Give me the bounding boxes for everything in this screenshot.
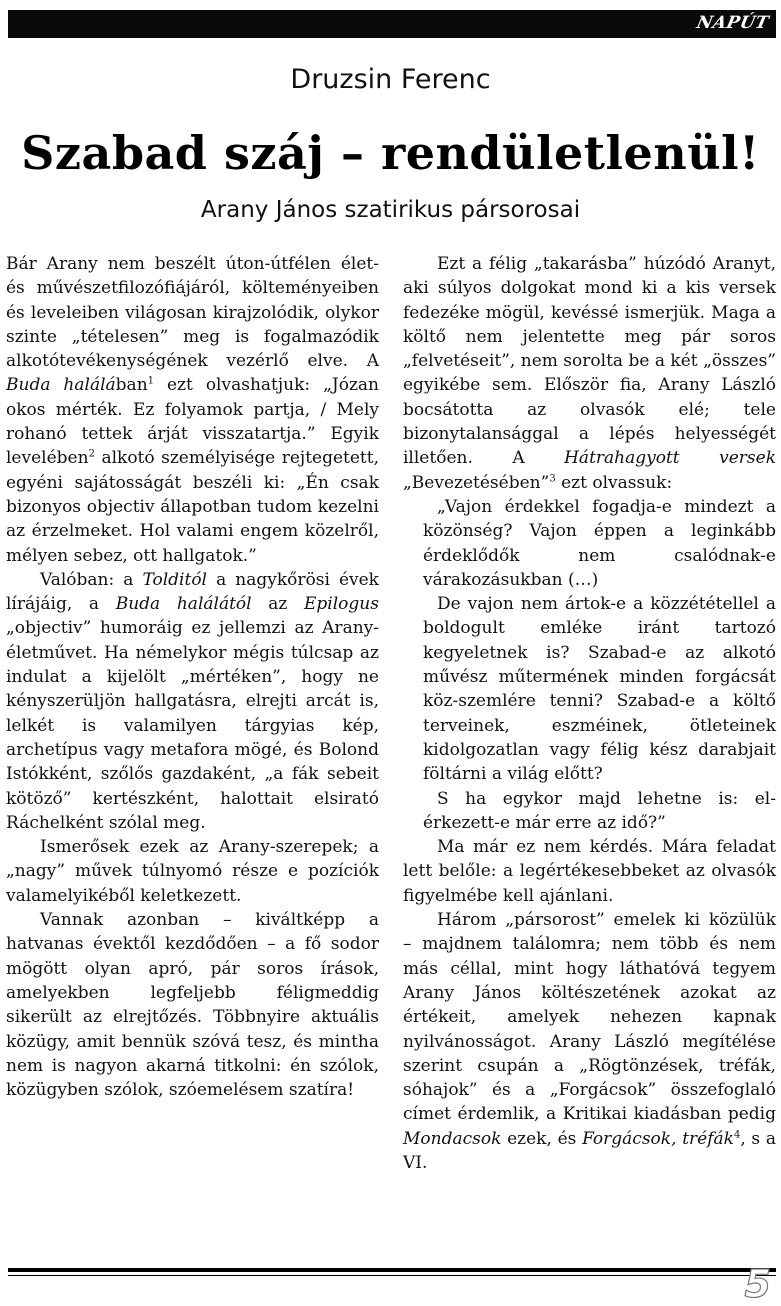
right-column (403, 252, 776, 1175)
author-name: Druzsin Ferenc (290, 64, 491, 95)
article-subtitle: Arany János szatirikus pársorosai (200, 197, 581, 223)
page-number: 5 (744, 1262, 771, 1306)
paragraph: Vannak azonban – kiváltképp a hatvanas évektől kezdődően – a fő sodor mögött olyan apró, pár soros írások, amelyekben legfeljebb féligmeddig sikerült az elrejtőzés. Többnyire aktuális közügy, amit bennük szóvá tesz, és mintha nem is nagyon akarná titkolni: én szólok, közügyben szólok, szóemelésem szatíra! (6, 910, 379, 1101)
paragraph: Ma már ez nem kérdés. Mára feladat lett belőle: a legértékesebbeket az olvasók figyelmébe kell ajánlani. (403, 837, 776, 906)
paragraph: Ezt a félig „takarásba” húzódó Aranyt, aki súlyos dolgokat mond ki a kis versek fedezéke mögül, kevéssé ismerjük. Maga a költő nem jelentette meg pár soros „felvetéseit”, nem sorolta be a két „összes” egyikébe sem. Először fia, Arany László bocsátotta az olvasók elé; tele bizonytalansággal a lépés helyességét illetően. A Hátrahagyott versek „Bevezetésében”$^3$ ezt olvassuk: (403, 254, 776, 493)
footer-rule (8, 1268, 776, 1272)
footnote-ref: 1 (147, 375, 155, 387)
magazine-logo: NAPÚT (694, 13, 771, 33)
paragraph: Három „pársorost” emelek ki közülük – majdnem találomra; nem több és nem más céllal, mint hogy láthatóvá tegyem Arany János költészetének azokat az értékeit, amelyek nehezen kapnak nyilvánosságot. Arany László megítélése szerint csupán a „Rögtönzések, tréfák, sóhajok” és a „Forgácsok” összefoglaló címet érdemlik, a Kritikai kiadásban pedig Mondacsok ezek, és Forgácsok, tréfák$^4$, s a VI. (403, 910, 776, 1173)
paragraph: Valóban: a Tolditól a nagykőrösi évek lírájáig, a Buda halálától az Epilogus „objectiv” humoráig ez jellemzi az Arany-életművet. Ha némelykor mégis túlcsap az indulat a kijelölt „mértéken”, hogy ne kényszerüljön hallgatásra, elrejti arcát is, lelkét is valamilyen tárgyias kép, archetípus vagy metafora mögé, és Bolond Istókként, szőlős gazdaként, „a fák sebeit kötöző” kertészként, halottait elsirató Ráchelként szólal meg. (6, 569, 379, 833)
header-bar (8, 10, 776, 38)
footer-rule-thin (8, 1275, 776, 1276)
paragraph: Bár Arany nem beszélt úton-útfélen élet- és művészetfilozófiájáról, költeményeiben és leveleiben világosan kirajzolódik, olykor szinte „tételesen” meg is fogalmazódik alkotótevékenységének vezérlő elve. A Buda halálában$^1$ ezt olvashatjuk: „Józan okos mérték. Ez folyamok partja, / Mely rohanó tettek árját visszatartja.” Egyik levelében$^2$ alkotó személyisége rejtegetett, egyéni sajátosságát beszéli ki: „Én csak bizonyos objectiv állapotban tudom kezelni az érzelmeket. Hol valami engem közelről, mélyen sebez, ott hallgatok.” (6, 254, 379, 566)
quote-paragraph: S ha egykor majd lehetne is: elérkezett-e már erre az idő?” (423, 788, 776, 833)
paragraph: Ismerősek ezek az Arany-szerepek; a „nagy” művek túlnyomó része e pozíciók valamelyikéből keletkezett. (6, 837, 379, 906)
footnote-ref: 2 (88, 448, 95, 460)
quote-paragraph: De vajon nem ártok-e a közzététellel a boldogult emléke iránt tartozó kegyeletnek is? Szabad-e az alkotó művész műtermének minden forgácsát köz-szemlére tenni? Szabad-e a költő terveinek, eszméinek, ötleteinek kidolgozatlan vagy félig kész darabjait föltárni a világ előtt? (423, 594, 776, 785)
footnote-ref: 3 (549, 473, 556, 485)
quote-paragraph: „Vajon érdekkel fogadja-e mindezt a közönség? Vajon éppen a leginkább érdeklődők nem csalódnak-e várakozásukban (…) (423, 496, 776, 590)
left-column (6, 252, 379, 1102)
footnote-ref: 4 (733, 1129, 741, 1141)
article-title: Szabad száj – rendületlenül! (21, 126, 760, 180)
